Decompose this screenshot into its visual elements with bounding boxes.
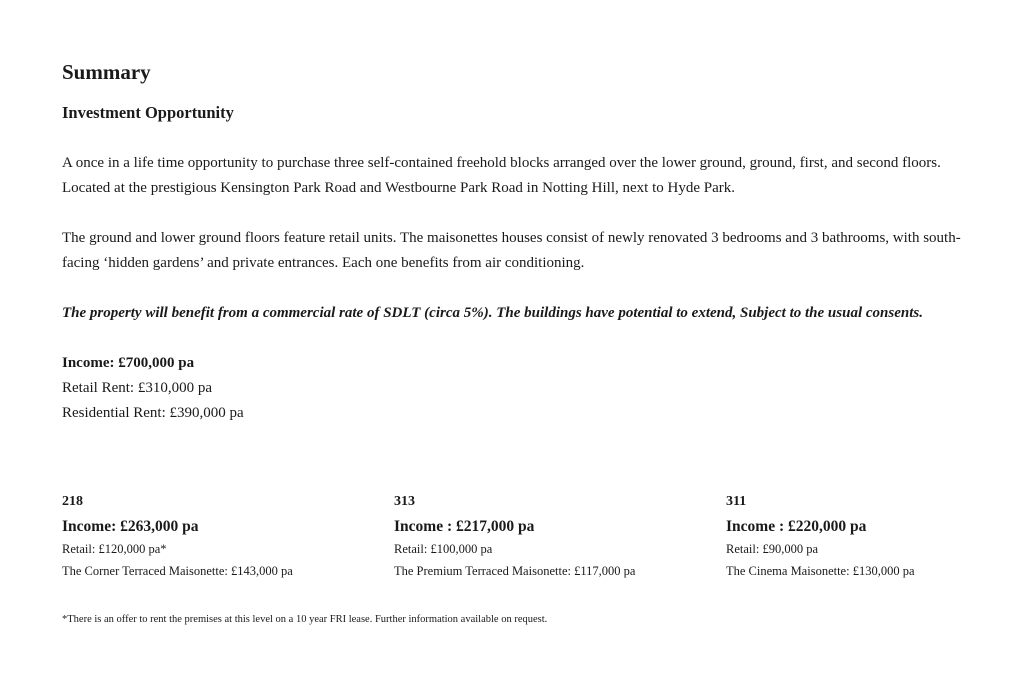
page-title: Summary bbox=[62, 60, 151, 84]
property-number: 218 bbox=[62, 494, 83, 509]
section-subtitle: Investment Opportunity bbox=[62, 103, 234, 122]
residential-rent: Residential Rent: £390,000 pa bbox=[62, 405, 244, 421]
property-313 bbox=[394, 492, 714, 582]
income-summary bbox=[62, 351, 982, 426]
intro-paragraph: A once in a life time opportunity to purchase three self-contained freehold blocks arranged over the lower ground, ground, first, and second floors. Located at the prestigious Kensington Park Road and Westbourne Park Road in Notting Hill, next to Hyde Park. bbox=[62, 155, 941, 196]
property-311 bbox=[726, 492, 1024, 582]
property-number: 313 bbox=[394, 494, 415, 509]
property-maisonette: The Premium Terraced Maisonette: £117,000 pa bbox=[394, 564, 636, 578]
property-income: Income : £217,000 pa bbox=[394, 518, 535, 535]
property-maisonette: The Corner Terraced Maisonette: £143,000 pa bbox=[62, 564, 293, 578]
property-income: Income : £220,000 pa bbox=[726, 518, 867, 535]
total-income: Income: £700,000 pa bbox=[62, 355, 195, 371]
document-page bbox=[62, 58, 982, 625]
property-breakdown bbox=[62, 492, 982, 592]
property-retail: Retail: £120,000 pa* bbox=[62, 542, 167, 556]
footnote: *There is an offer to rent the premises at this level on a 10 year FRI lease. Further information available on request. bbox=[62, 614, 548, 625]
property-income: Income: £263,000 pa bbox=[62, 518, 199, 535]
property-retail: Retail: £100,000 pa bbox=[394, 542, 493, 556]
property-maisonette: The Cinema Maisonette: £130,000 pa bbox=[726, 564, 915, 578]
sdlt-paragraph: The property will benefit from a commercial rate of SDLT (circa 5%). The buildings have potential to extend, Subject to the usual consents. bbox=[62, 305, 923, 321]
features-paragraph: The ground and lower ground floors feature retail units. The maisonettes houses consist of newly renovated 3 bedrooms and 3 bathrooms, with south-facing ‘hidden gardens’ and private entrances. Each one benefits from air conditioning. bbox=[62, 230, 961, 271]
property-218 bbox=[62, 492, 382, 582]
property-retail: Retail: £90,000 pa bbox=[726, 542, 818, 556]
property-number: 311 bbox=[726, 494, 747, 509]
retail-rent: Retail Rent: £310,000 pa bbox=[62, 380, 212, 396]
